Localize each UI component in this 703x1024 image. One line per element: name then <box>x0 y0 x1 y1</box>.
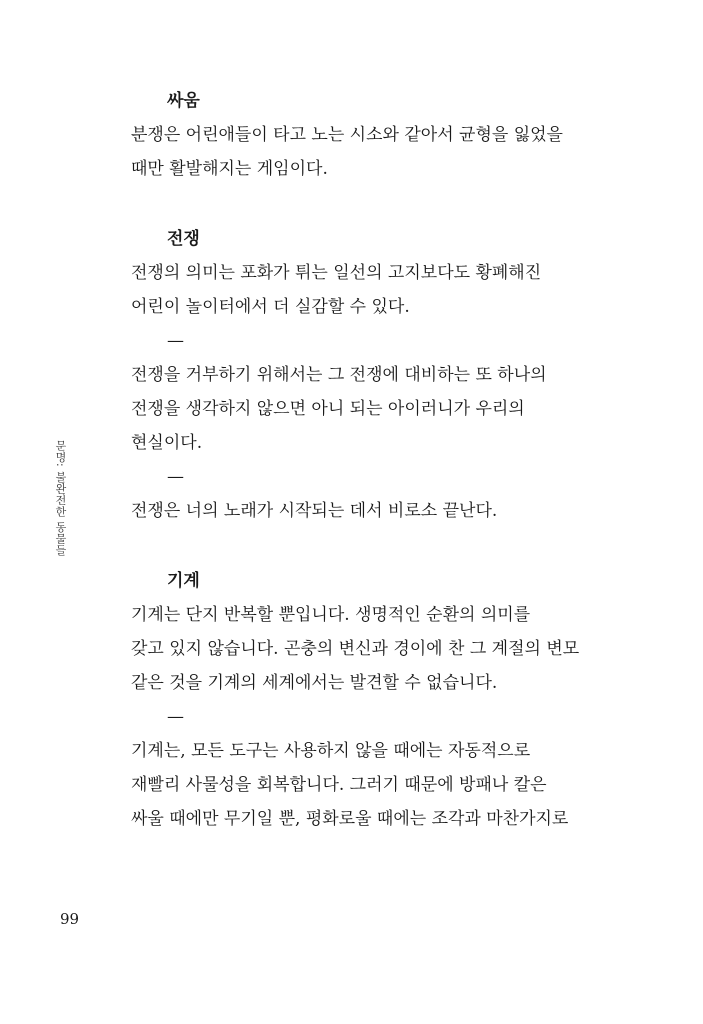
paragraph <box>131 256 631 528</box>
section-machine <box>131 568 631 836</box>
section-war <box>131 226 631 528</box>
text-line: 전쟁의 의미는 포화가 튀는 일선의 고지보다도 황폐해진 <box>131 263 542 283</box>
text-line: 분쟁은 어린애들이 타고 노는 시소와 같아서 균형을 잃었을 <box>131 125 563 145</box>
text-line: 전쟁을 거부하기 위해서는 그 전쟁에 대비하는 또 하나의 <box>131 365 547 385</box>
separator-dash: — <box>167 467 184 487</box>
paragraph <box>131 598 631 836</box>
text-line: 전쟁은 너의 노래가 시작되는 데서 비로소 끝난다. <box>131 501 498 521</box>
text-line: 현실이다. <box>131 433 203 453</box>
text-line: 기계는 단지 반복할 뿐입니다. 생명적인 순환의 의미를 <box>131 605 531 625</box>
text-line: 어린이 놀이터에서 더 실감할 수 있다. <box>131 297 410 317</box>
text-line: 싸울 때에만 무기일 뿐, 평화로울 때에는 조각과 마찬가지로 <box>131 809 569 829</box>
text-line: 전쟁을 생각하지 않으면 아니 되는 아이러니가 우리의 <box>131 399 525 419</box>
page-body <box>131 88 631 836</box>
text-line: 갖고 있지 않습니다. 곤충의 변신과 경이에 찬 그 계절의 변모 <box>131 639 580 659</box>
section-spacer <box>131 528 631 568</box>
section-heading: 기계 <box>167 571 200 591</box>
text-line: 때만 활발해지는 게임이다. <box>131 159 328 179</box>
text-line: 기계는, 모든 도구는 사용하지 않을 때에는 자동적으로 <box>131 741 531 761</box>
text-line: 재빨리 사물성을 회복합니다. 그러기 때문에 방패나 칼은 <box>131 775 547 795</box>
separator-dash: — <box>167 707 184 727</box>
paragraph <box>131 118 631 186</box>
section-heading: 전쟁 <box>167 229 200 249</box>
section-spacer <box>131 186 631 226</box>
separator-dash: — <box>167 331 184 351</box>
text-line: 같은 것을 기계의 세계에서는 발견할 수 없습니다. <box>131 673 498 693</box>
running-title: 문명: 불완전한 동물들 <box>54 440 67 556</box>
page-number: 99 <box>60 910 80 928</box>
section-fight <box>131 88 631 186</box>
section-heading: 싸움 <box>167 91 200 111</box>
